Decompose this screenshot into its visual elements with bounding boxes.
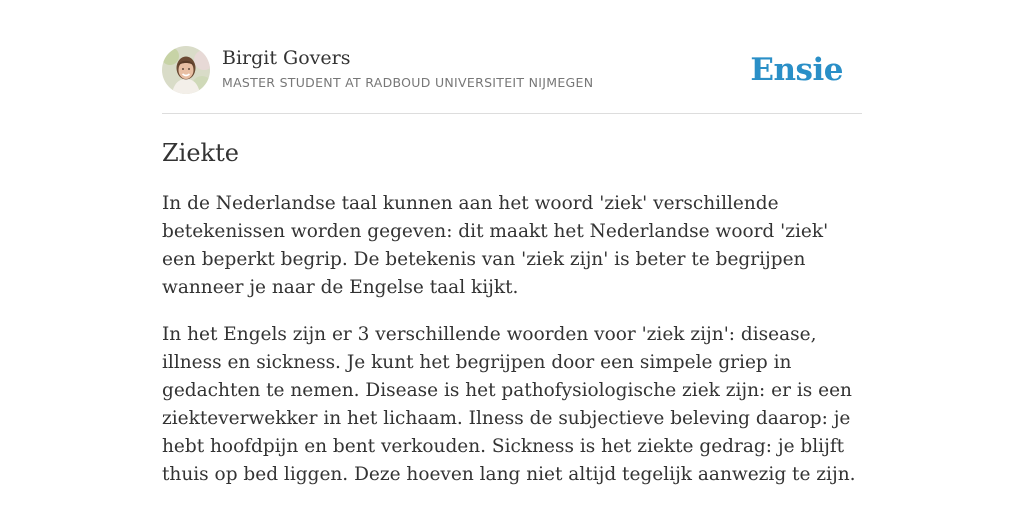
author-header: [162, 0, 862, 114]
author-avatar[interactable]: [162, 46, 210, 94]
definition-paragraph-2: In het Engels zijn er 3 verschillende woorden voor 'ziek zijn': disease, illness en sickness. Je kunt het begrijpen door een simpele griep in gedachten te nemen. Disease is het pathofysiologische ziek zijn: er is een ziekteverwekker in het lichaam. Ilness de subjectieve beleving daarop: je hebt hoofdpijn en bent verkouden. Sickness is het ziekte gedrag: je blijft thuis op bed liggen. Deze hoeven lang niet altijd tegelijk aanwezig te zijn.: [162, 324, 856, 485]
ensie-logo[interactable]: Ensie: [750, 52, 843, 88]
author-role: MASTER STUDENT AT RADBOUD UNIVERSITEIT NIJMEGEN: [222, 75, 594, 90]
definition-paragraph-1: In de Nederlandse taal kunnen aan het woord 'ziek' verschillende betekenissen worden gegeven: dit maakt het Nederlandse woord 'ziek' een beperkt begrip. De betekenis van 'ziek zijn' is beter te begrijpen wanneer je naar de Engelse taal kijkt.: [162, 193, 829, 298]
definition-title: Ziekte: [162, 139, 239, 167]
definition-card: [162, 0, 862, 485]
author-name[interactable]: Birgit Govers: [222, 47, 351, 69]
avatar-photo-icon: [162, 46, 210, 94]
